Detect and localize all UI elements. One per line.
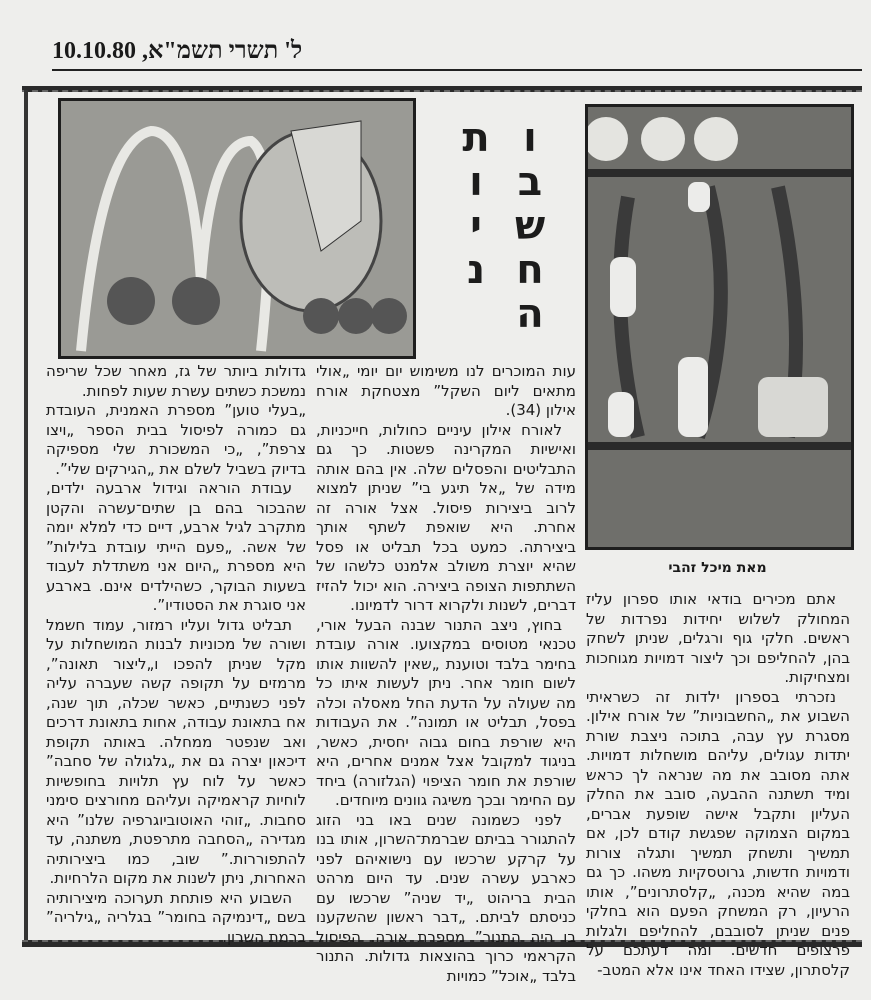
left-artwork-photo (58, 98, 416, 359)
paragraph: עבודת הוראה וגידול ארבעה ילדים, שהבכור בהם בן שתים־עשרה והקטן מתקרב לגיל ארבע, דיים כדי למלא יומה של אשה. „פעם הייתי עובדת בלילות” היא מספרת „היום אני משתדלת לעבוד בשעות הבוקר, כשהילדים אינם. בארבע אני סוגרת את הסטודיו”. (46, 479, 306, 614)
headline (428, 115, 578, 345)
ceramic-tablet-artwork-icon (588, 107, 851, 547)
article-column-1 (586, 590, 850, 980)
clipping-border-left (24, 90, 28, 940)
paragraph: השבוע היא פותחת תערוכה מיצירותיה בשם „דינמיקה בחומר” בגלריה „גילריה” ברמת השרון. (46, 888, 306, 946)
paragraph: לאורח אילון עיניים כחולות, חייכניות, ואישיות המקרינה פשטות. כך גם התבליטים והפסלים שלה. אין בהם אותה מידה של „אל תיגע בי” שניתן למצוא לרוב ביצירות פיסול. אצל אורה זה אחרת. היא שואפת לשתף אותך ביצירתה. כמעט בכל תבליט או פסל שהיא יוצרת משולב אלמנט כלשהו של השתתפות הצופה ביצירה. הוא יכול להזיז דברים, לשנות ולקרוא דרור לדמיונו. (316, 420, 576, 614)
article-column-3 (46, 362, 306, 947)
paragraph: תבליט גדול ועליו רמזור, עמוד חשמל ושורה של מכוניות לבנות המושחלות על מקל שניתן להפכו ו„ליצור תאונה”, מרמזים על תקופה קשה שעברה עליה לפני כשנתיים, כאשר שכלה, תוך שנה, אח בתאונת עבודה, אחות בתאונת דרכים ואב שנפטר ממחלה. באותה תקופת דיכאון יצרה גם את „גלגולה של סחבה” כאשר על לוח עץ תלויות בחופשיות לוחיות קראמיקה ועליהם מחורצים סימני סחבות. „זוהי האוטוביוגרפיה שלנו” היא מגדירה „הסחבה מתרפטת, משתנה, עד להתפוררות.” שוב, כמו ביצירותיה האחרות, ניתן לשנות את מקום הלרחיות. (46, 615, 306, 887)
headline-line-2: ניות (453, 115, 499, 291)
paragraph: „בעלי טוען” מספרת האמנית, העובדת גם כמורה לפיסול בבית הספר „ויצו צרפת”, „כי המשכורת שלי מספיקה בדיוק בשביל לשלם את „הגירקים שלי”. (46, 401, 306, 478)
headline-line-1: החשבו (507, 115, 553, 335)
article-column-2 (316, 362, 576, 986)
paragraph: אתם מכירים בודאי אותו ספרון עליז המחולק לשלוש יחידות נפרדות של ראשים. חלקי גוף ורגלים, שניתן לשחק בהן, להחליפם וכך ליצור דמויות מגוחכות ומצחיקות. (586, 590, 850, 686)
paragraph: עות המוכרים לנו משימוש יום יומי „אולי מתאים ליום השקל” מצטחקת אורח אילון (34). (316, 362, 576, 419)
paragraph: גדולות ביותר של גז, מאחר שכל שריפה נמשכת כשתים עשרת שעות לפחות. (46, 362, 306, 400)
paragraph: נזכרתי בספרון ילדות זה כשראיתי השבוע את „החשבוניות” של אורח אילון. מסגרת עץ עבה, בתוכה ניצבת שורת יתדות עגולים, עליהם מושחלות דמויות. אתה מסובב את מה שנראה לך כראש ומיד תשתנה ההבעה, סובב את החלק העליון ותקבל אישה שופעת אברים, במקום הצמוקה שפגשת קודם לכן, אם תמשיך ותשחק תמשיך ותגלה צורות ודמויות חדשות, גרוטסקיות משהו. כך גם במה שהיא מכנה, „קלסתרונים”, אותו הרעיון, רק המשחק הפעם הוא בחלקי פנים שניתן לסובבם, להחליפם ולגלות פרצופים חדשים. ומה דעתכם על קלסתרון, שצידו האחד אינו אלא המטב- (586, 687, 850, 979)
paragraph: בחוץ, ניצב התנור שבנה הבעל אורי, טכנאי מטוסים במקצועו. אורה עובדת בחימר בלבד וטוענת „שאין להשוות אותו לשום חומר אחר. ניתן לעשות איתו כל מה שעולה על הדעת החל מאסלה וכלה בפסל, תבליט או תמונה”. את העבודות היא שורפת בחום גבוה יחסית, כאשר, בניגוד למקובל אצל אמנים אחרים, היא שורפת את חומר הציפוי (הגלזורה) ביחד עם החימר ובכך משיגה גוונים מיוחדים. (316, 615, 576, 809)
byline: מאת מיכל זהבי (668, 560, 767, 576)
clipping-border-top (22, 86, 862, 92)
paragraph: לפני כשמונה שנים באו בני הזוג להתגורר בביתם שברמת־השרון, אותו בנו על קרקע שרכשו עם נישואיהם לפני כארבע עשרה שנים. עד היום מרהט הבית בריהוט „יד שניה” שרכשו עם כניסתם לביתם. „דבר ראשון שהשקענו בו היה התנור” מספרת אורה. הפיסול הקראמי כרוך בהוצאות גדולות. התנור בלבד „אוכל” כמויות (316, 810, 576, 985)
ceramic-relief-artwork-icon (61, 101, 413, 356)
date-header: ל' תשרי תשמ"א, 10.10.80 (52, 38, 303, 64)
header-rule (52, 69, 862, 71)
right-artwork-photo (585, 104, 854, 550)
